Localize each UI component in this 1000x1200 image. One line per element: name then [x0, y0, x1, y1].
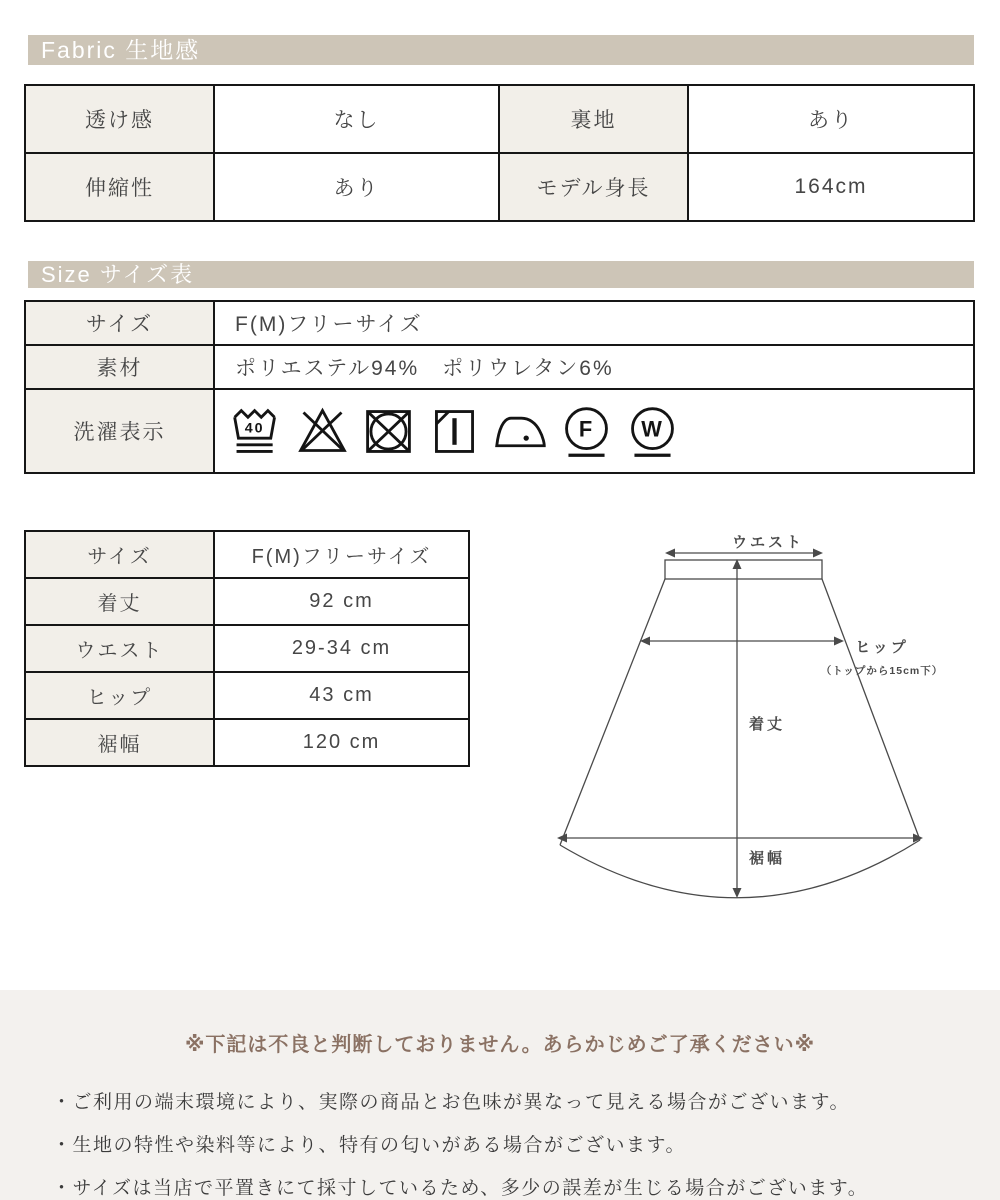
disclaimer-heading: ※下記は不良と判断しておりません。あらかじめご了承ください※ — [184, 1034, 816, 1056]
fabric-table — [24, 84, 975, 222]
dry-clean-petroleum-gentle-icon — [558, 403, 615, 460]
wet-clean-letter: W — [641, 415, 664, 441]
sheerness-label: 透け感 — [25, 85, 214, 153]
disclaimer-list — [52, 1081, 1000, 1200]
care-label: 洗濯表示 — [25, 389, 214, 473]
do-not-bleach-icon — [294, 403, 351, 460]
length-label: 着丈 — [25, 578, 214, 625]
disclaimer-block — [0, 990, 1000, 1200]
hem-width-value: 120 cm — [214, 719, 469, 766]
waist-label: ウエスト — [25, 625, 214, 672]
hem-width-label: 裾幅 — [25, 719, 214, 766]
care-icons-row — [215, 403, 973, 460]
diagram-hem-label: 裾幅 — [749, 850, 786, 867]
material-value: ポリエステル94% ポリウレタン6% — [214, 345, 974, 389]
diagram-hip-label: ヒップ — [855, 639, 909, 656]
model-height-value: 164cm — [688, 153, 974, 221]
dry-clean-letter: F — [578, 415, 595, 441]
size-label: サイズ — [25, 301, 214, 345]
hip-value: 43 cm — [214, 672, 469, 719]
diagram-length-label: 着丈 — [749, 716, 786, 733]
machine-wash-40-gentle-icon — [228, 403, 285, 460]
lining-value: あり — [688, 85, 974, 153]
fabric-section-header: Fabric 生地感 — [28, 35, 974, 65]
lining-label: 裏地 — [499, 85, 688, 153]
waist-value: 29-34 cm — [214, 625, 469, 672]
wet-clean-gentle-icon — [624, 403, 681, 460]
stretch-label: 伸縮性 — [25, 153, 214, 221]
sheerness-value: なし — [214, 85, 499, 153]
disclaimer-item: ・ご利用の端末環境により、実際の商品とお色味が異なって見える場合がございます。 — [52, 1092, 850, 1113]
size-section-header: Size サイズ表 — [28, 261, 974, 288]
measure-size-value: F(M)フリーサイズ — [214, 531, 469, 578]
size-value: F(M)フリーサイズ — [214, 301, 974, 345]
diagram-waist-label: ウエスト — [731, 534, 805, 551]
stretch-value: あり — [214, 153, 499, 221]
length-value: 92 cm — [214, 578, 469, 625]
do-not-tumble-dry-icon — [360, 403, 417, 460]
diagram-hip-note: （トップから15cm下） — [820, 665, 944, 677]
disclaimer-item: ・生地の特性や染料等により、特有の匂いがある場合がございます。 — [52, 1135, 686, 1156]
measure-size-label: サイズ — [25, 531, 214, 578]
size-info-table — [24, 300, 975, 474]
model-height-label: モデル身長 — [499, 153, 688, 221]
material-label: 素材 — [25, 345, 214, 389]
wash-temp-text: 40 — [244, 419, 265, 436]
hip-label: ヒップ — [25, 672, 214, 719]
disclaimer-item: ・サイズは当店で平置きにて採寸しているため、多少の誤差が生じる場合がございます。 — [52, 1178, 869, 1199]
measurement-table — [24, 530, 470, 767]
line-dry-in-shade-icon — [426, 403, 483, 460]
iron-low-heat-icon — [492, 403, 549, 460]
skirt-measurement-diagram — [530, 520, 1000, 920]
